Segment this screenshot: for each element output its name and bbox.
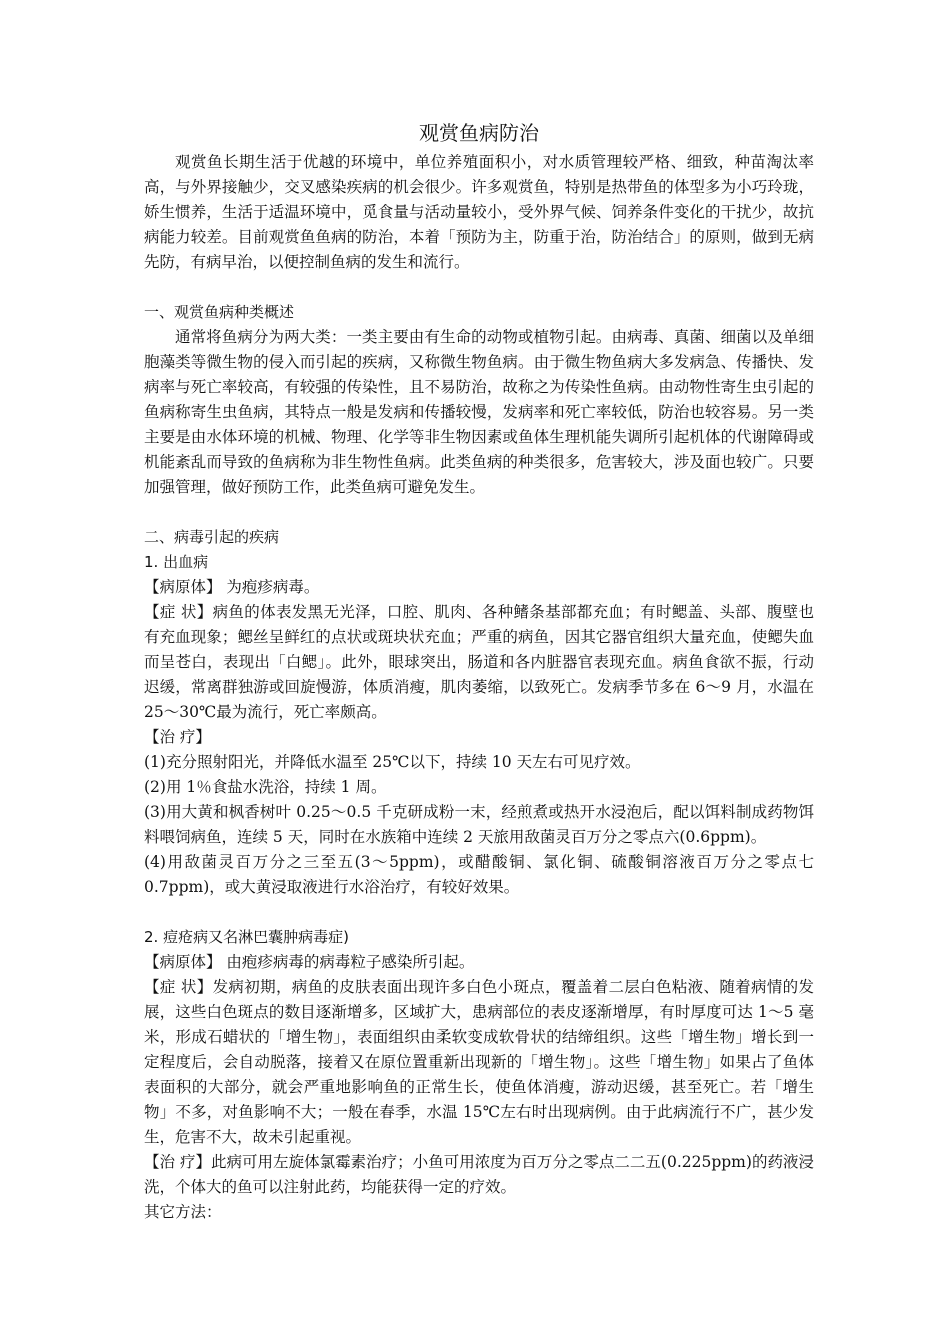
spacer [144, 900, 814, 925]
overview-paragraph: 通常将鱼病分为两大类：一类主要由有生命的动物或植物引起。由病毒、真菌、细菌以及单细胞藻类等微生物的侵入而引起的疾病，又称微生物鱼病。由于微生物鱼病大多发病急、传播快、发病率与死亡率较高，有较强的传染性，且不易防治，故称之为传染性鱼病。由动物性寄生虫引起的鱼病称寄生虫鱼病，其特点一般是发病和传播较慢，发病率和死亡率较低，防治也较容易。另一类主要是由水体环境的机械、物理、化学等非生物因素或鱼体生理机能失调所引起机体的代谢障碍或机能紊乱而导致的鱼病称为非生物性鱼病。此类鱼病的种类很多，危害较大，涉及面也较广。只要加强管理，做好预防工作，此类鱼病可避免发生。 [144, 328, 814, 496]
treatment-item: (1)充分照射阳光，并降低水温至 25℃以下，持续 10 天左右可见疗效。 [144, 753, 641, 771]
disease-heading-hemorrhagic: 1. 出血病 [144, 553, 209, 571]
spacer [144, 500, 814, 525]
pathogen-line: 【病原体】 由疱疹病毒的病毒粒子感染所引起。 [144, 953, 475, 971]
intro-paragraph: 观赏鱼长期生活于优越的环境中，单位养殖面积小，对水质管理较严格、细致，种苗淘汰率高，与外界接触少，交叉感染疾病的机会很少。许多观赏鱼，特别是热带鱼的体型多为小巧玲珑，娇生惯养，生活于适温环境中，觅食量与活动量较小，受外界气候、饲养条件变化的干扰少，故抗病能力较差。目前观赏鱼鱼病的防治，本着「预防为主，防重于治，防治结合」的原则，做到无病先防，有病早治，以便控制鱼病的发生和流行。 [144, 153, 814, 271]
treatment-item: (3)用大黄和枫香树叶 0.25～0.5 千克研成粉一末，经煎煮或热开水浸泡后，配以饵料制成药物饵料喂饲病鱼，连续 5 天，同时在水族箱中连续 2 天旅用敌菌灵百万分之零点六(0.6ppm)。 [144, 803, 814, 846]
section-heading-overview: 一、观赏鱼病种类概述 [144, 303, 295, 321]
section-heading-viral: 二、病毒引起的疾病 [144, 528, 280, 546]
spacer [144, 275, 814, 300]
symptom-paragraph: 【症 状】发病初期，病鱼的皮肤表面出现许多白色小斑点，覆盖着二层白色粘液、随着病情的发展，这些白色斑点的数目逐渐增多，区域扩大，患病部位的表皮逐渐增厚，有时厚度可达 1～5 毫米，形成石蜡状的「增生物」，表面组织由柔软变成软骨状的结缔组织。这些「增生物」增长到一定程度后，会自动脱落，接着又在原位置重新出现新的「增生物」。这些「增生物」如果占了鱼体表面积的大部分，就会严重地影响鱼的正常生长，使鱼体消瘦，游动迟缓，甚至死亡。若「增生物」不多，对鱼影响不大；一般在春季，水温 15℃左右时出现病例。由于此病流行不广，甚少发生，危害不大，故未引起重视。 [144, 978, 814, 1146]
treatment-item: (2)用 1％食盐水洗浴，持续 1 周。 [144, 778, 387, 796]
treatment-paragraph: 【治 疗】此病可用左旋体氯霉素治疗；小鱼可用浓度为百万分之零点二二五(0.225ppm)的药液浸洗，个体大的鱼可以注射此药，均能获得一定的疗效。 [144, 1153, 814, 1196]
treatment-item: (4)用敌菌灵百万分之三至五(3～5ppm)，或醋酸铜、氯化铜、硫酸铜溶液百万分之零点七 0.7ppm)，或大黄浸取液进行水浴治疗，有较好效果。 [144, 853, 814, 896]
other-methods-label: 其它方法： [144, 1203, 222, 1221]
page-title: 观赏鱼病防治 [419, 121, 539, 145]
symptom-paragraph: 【症 状】病鱼的体表发黑无光泽，口腔、肌肉、各种鳍条基部都充血；有时鳃盖、头部、腹壁也有充血现象；鳃丝呈鲜红的点状或斑块状充血；严重的病鱼，因其它器官组织大量充血，使鳃失血而呈苍白，表现出「白鳃」。此外，眼球突出，肠道和各内脏器官表现充血。病鱼食欲不振，行动迟缓，常离群独游或回旋慢游，体质消瘦，肌肉萎缩，以致死亡。发病季节多在 6～9 月，水温在 25～30℃最为流行，死亡率颇高。 [144, 603, 814, 721]
document-content [144, 118, 814, 1225]
treatment-label: 【治 疗】 [144, 728, 211, 746]
disease-heading-pox: 2. 痘疮病又名淋巴囊肿病毒症) [144, 928, 349, 946]
pathogen-line: 【病原体】 为疱疹病毒。 [144, 578, 320, 596]
